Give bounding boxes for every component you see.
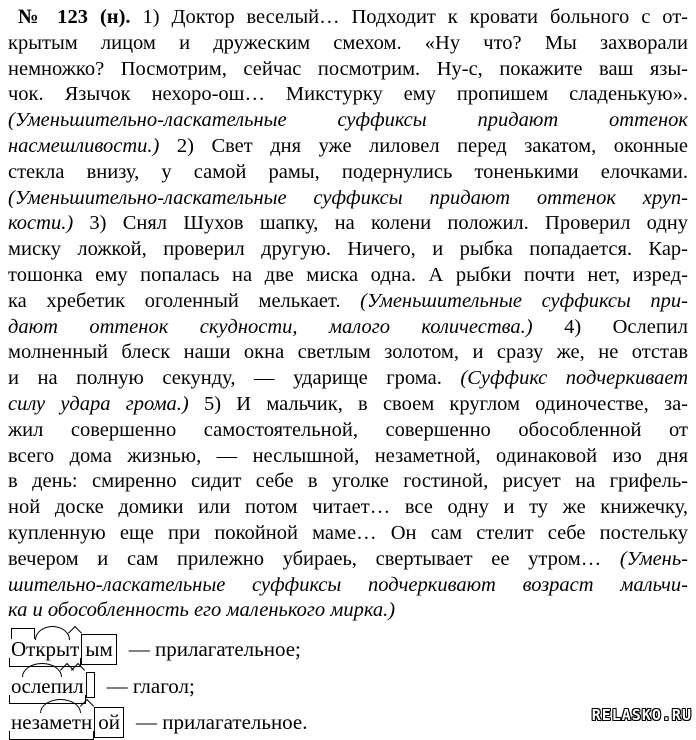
text-line: [8, 547, 688, 573]
text-segment: купленную еще при покойной маме… Он сам стелит себе постельку: [8, 521, 688, 544]
analysis-row: [8, 672, 688, 700]
text-lines: [8, 5, 688, 624]
word-stem: [10, 709, 93, 736]
text-line: [8, 57, 688, 83]
morpheme-root: кры: [35, 637, 71, 662]
text-line: [8, 211, 688, 237]
text-segment: молненный блеск наши окна светлым золотом, и сразу же, не отстав: [8, 341, 688, 364]
morpheme-plain: о: [11, 674, 22, 699]
comment-segment: дают оттенок скудности, малого количества.): [8, 315, 533, 338]
comment-segment: силу удара грома.): [8, 392, 189, 415]
text-segment: тошонка ему попалась на две миска одна. А рыбки почти нет, изред-: [8, 263, 688, 286]
text-segment: ка хребетик оголенный мелькает.: [8, 289, 361, 312]
text-segment: 5) И мальчик, в своем круглом одиночестве, за-: [188, 392, 689, 415]
text-line: [8, 82, 688, 108]
morpheme-suffix: и: [61, 674, 74, 699]
morpheme-suffix: т: [70, 637, 80, 662]
text-line: [8, 160, 688, 186]
text-segment: 3) Снял Шухов шапку, на колени положил. Проверил одну: [73, 212, 688, 235]
text-segment: 1) Доктор веселый… Подходит к кровати больного с от-: [130, 6, 688, 28]
text-line: [8, 495, 688, 521]
text-line: [8, 134, 688, 160]
text-segment: жил совершенно самостоятельной, совершенно обособленной от: [8, 418, 688, 441]
comment-segment: кости.): [8, 212, 74, 235]
text-line: [8, 31, 688, 57]
morpheme-ending: ой: [94, 707, 124, 738]
text-line: [8, 418, 688, 444]
text-segment: стекла внизу, у самой рамы, подернулись тоненькими елочками.: [8, 160, 688, 183]
text-line: [8, 469, 688, 495]
morpheme-root: амет: [39, 710, 81, 735]
comment-segment: насмешливости.): [8, 134, 160, 157]
comment-segment: (Уменьшительно-ласкательные суффиксы придают оттенок: [8, 109, 688, 132]
comment-segment: ка и обособленность его маленького мирка.): [8, 599, 396, 622]
text-segment: всего дома жизнью, — неслышной, незаметной, одинаковой изо дня: [8, 444, 688, 467]
text-line: [8, 186, 688, 212]
text-segment: ной доске домики или потом читает… все одну и ту же книжечку,: [8, 496, 688, 519]
text-line: [8, 444, 688, 470]
comment-segment: (Уменьшительно-ласкательные суффиксы придают оттенок хруп-: [8, 186, 688, 209]
text-line: [8, 598, 688, 624]
text-segment: чок. Язычок нехоро-ош… Микстурку ему пропишем сладенькую».: [8, 83, 688, 106]
exercise-number: № 123 (н).: [18, 6, 131, 28]
morpheme-plain: з: [31, 710, 40, 735]
morpheme-ending: ым: [81, 634, 116, 665]
morpheme-suffix: н: [80, 710, 93, 735]
text-segment: и на полную секунду, — ударище грома.: [8, 367, 461, 390]
morpheme-root: слеп: [21, 674, 62, 699]
comment-segment: (Суффикс подчеркивает: [460, 367, 688, 390]
text-line: [8, 289, 688, 315]
analysis-section: [8, 634, 688, 738]
part-of-speech-label: — прилагательное;: [128, 637, 301, 662]
watermark: RELASKO.RU: [591, 706, 692, 724]
analyzed-word: [10, 707, 124, 738]
text-line: [8, 392, 688, 418]
analysis-row: [8, 634, 688, 665]
morpheme-plain: не: [11, 710, 32, 735]
comment-segment: (Уменьшительные суффиксы при-: [360, 289, 688, 312]
text-segment: миску ложкой, проверил другую. Ничего, и рыбка попадается. Кар-: [8, 238, 688, 261]
text-segment: 4) Ослепил: [532, 315, 689, 338]
text-line: [8, 521, 688, 547]
text-line: [8, 5, 688, 31]
text-line: [8, 263, 688, 289]
text-segment: 2) Свет дня уже лиловел перед закатом, оконные: [159, 134, 688, 157]
text-line: [8, 573, 688, 599]
word-stem: [10, 673, 85, 700]
text-segment: в день: смиренно сидит себе в уголке гостиной, рисует на грифель-: [8, 470, 688, 493]
text-segment: немножко? Посмотрим, сейчас посмотрим. Ну-с, покажите ваш язы-: [8, 57, 688, 80]
part-of-speech-label: — глагол;: [106, 674, 195, 699]
analyzed-word: [10, 634, 117, 665]
text-line: [8, 340, 688, 366]
morpheme-suffix: л: [73, 674, 84, 699]
analysis-row: [8, 707, 688, 738]
morpheme-ending: [86, 672, 95, 698]
morpheme-prefix: От: [11, 637, 36, 662]
word-stem: [10, 636, 80, 663]
text-line: [8, 366, 688, 392]
comment-segment: (Умень-: [619, 547, 688, 570]
text-line: [8, 108, 688, 134]
analyzed-word: [10, 672, 95, 700]
text-line: [8, 237, 688, 263]
part-of-speech-label: — прилагательное.: [135, 710, 308, 735]
text-segment: вечером и сам прилежно убираеь, свертывает ее утром…: [8, 547, 620, 570]
comment-segment: шительно-ласкательные суффиксы подчеркивают возраст мальчи-: [8, 573, 688, 596]
text-segment: крытым лицом и дружеским смехом. «Ну что? Мы захворали: [8, 31, 688, 54]
text-line: [8, 315, 688, 341]
